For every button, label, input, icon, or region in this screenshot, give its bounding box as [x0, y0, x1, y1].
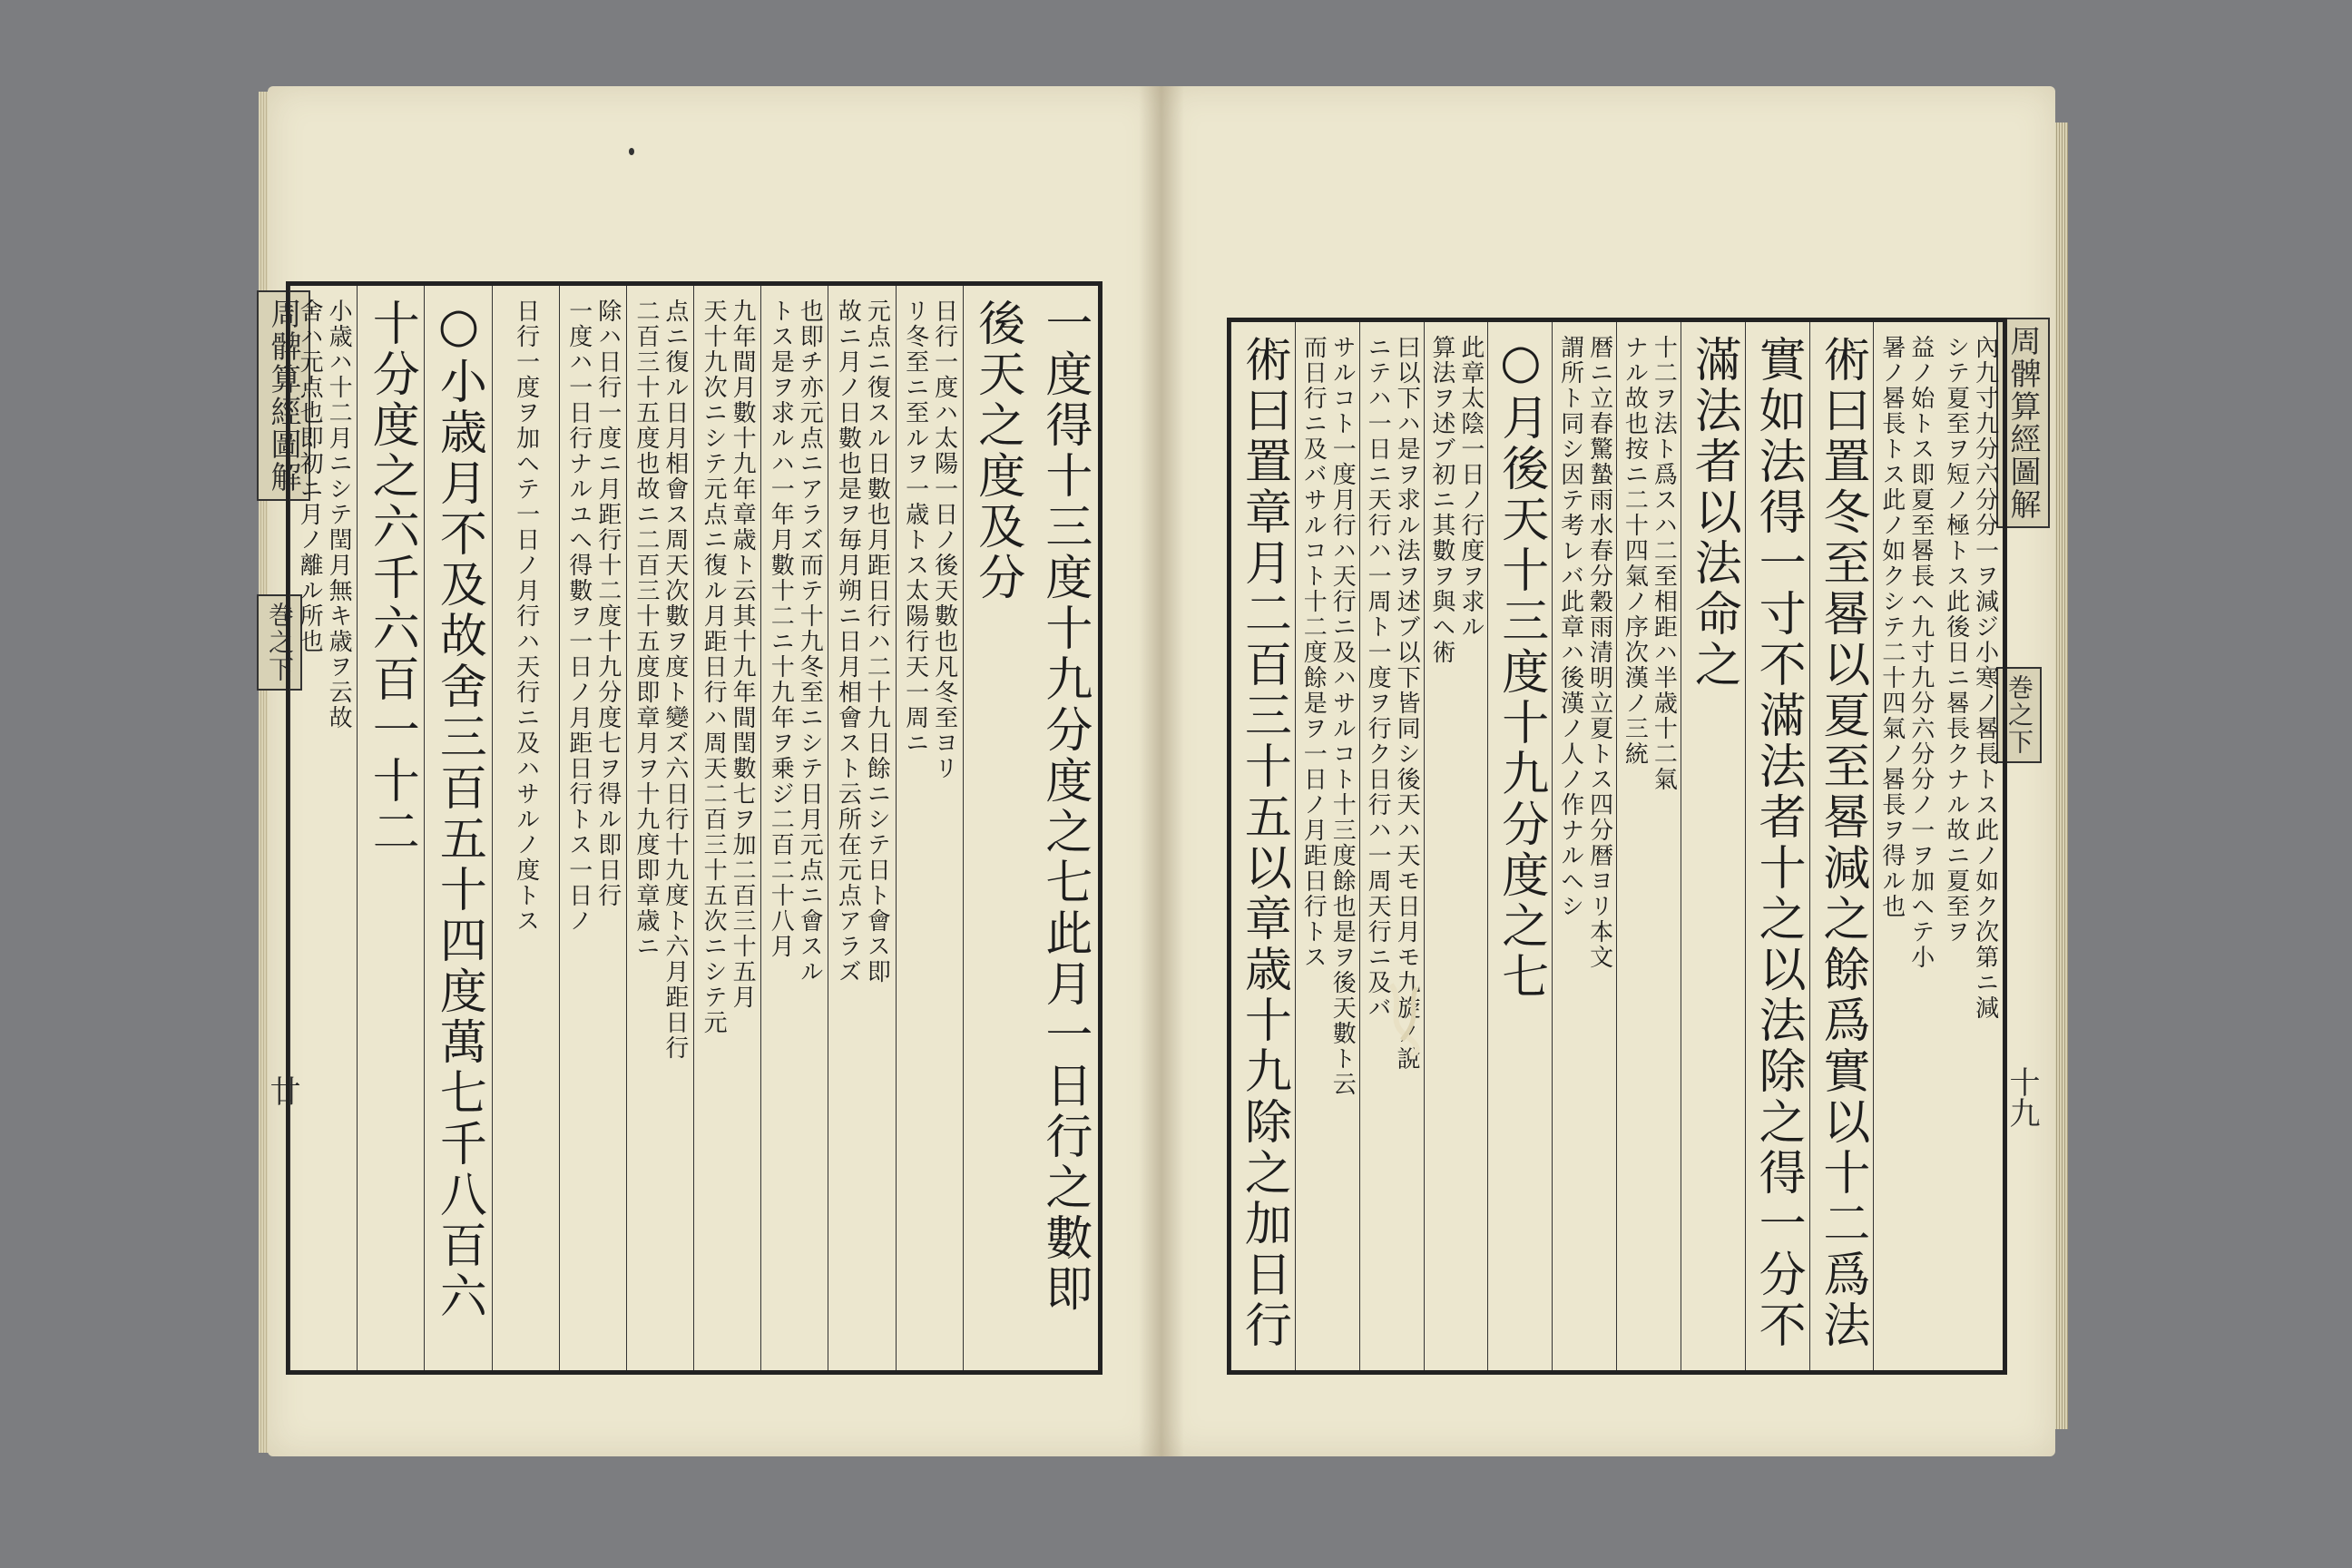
margin-title-right: 周髀算經圖解: [1996, 318, 2050, 528]
annotation-pair: [700, 286, 757, 1035]
text-column: [492, 286, 560, 1370]
annotation-line: 故ニ月ノ日數也是ヲ毎月朔ニ日月相會スト云所在元点アラズ: [834, 299, 862, 985]
annotation-line: 舍ハ元点也即初ニ月ノ離ル所也: [296, 299, 324, 654]
annotation-line: 一度ハ一日行ナルユヘ得數ヲ一日ノ月距日行トス一日ノ: [564, 299, 593, 934]
main-text-line: ○月後天十三度十九分度之七: [1493, 335, 1548, 1003]
annotation-pair: [1556, 322, 1613, 970]
text-column: [1616, 322, 1681, 1370]
text-column: [1745, 322, 1810, 1370]
annotation-line: ナル故也按ニ二十四氣ノ序次漢ノ三統: [1621, 335, 1649, 767]
page-number-left: 廿: [264, 1075, 300, 1106]
text-column: [828, 286, 896, 1370]
text-column: [1424, 322, 1489, 1370]
annotation-line: 算法ヲ述ブ初ニ其數ヲ與ヘ術: [1427, 335, 1455, 665]
text-column: [896, 286, 964, 1370]
text-column: [1359, 322, 1425, 1370]
annotation-line: 內九寸九分六分分一ヲ減ジ小寒ノ晷長トス此ノ如ク次第ニ減: [1971, 335, 1999, 1021]
main-text-line: 術曰置章月二百三十五以章歳十九除之加日行: [1236, 335, 1291, 1351]
annotation-line: 曰以下ハ是ヲ求ル法ヲ述ブ以下皆同シ後天ハ天モ日月モ九旋ノ說: [1393, 335, 1421, 1072]
annotation-pair: [1427, 322, 1485, 665]
annotation-line: リ冬至ニ至ルヲ一歳トス太陽行天一周ニ: [901, 299, 929, 756]
text-column: [1552, 322, 1617, 1370]
page-number-right: 十九: [2004, 1066, 2040, 1128]
annotation-line: 日行一度ハ太陽一日ノ後天數也凡冬至ヨリ: [930, 299, 958, 781]
annotation-line: 日行一度ヲ加ヘテ一日ノ月行ハ天行ニ及ハサルノ度トス: [512, 299, 540, 934]
main-text-line: 滿法者以法命之: [1686, 335, 1741, 691]
annotation-line: 此章太陰一日ノ行度ヲ求ル: [1456, 335, 1485, 640]
main-text-line: 一度得十三度十九分度之七此月一日行之數即: [1036, 299, 1092, 1315]
margin-volume-left: 巻之下: [257, 594, 302, 691]
annotation-line: シテ夏至ヲ短ノ極トス此後日ニ晷長クナル故ニ夏至ヲ: [1942, 335, 1970, 945]
annotation-line: 十二ヲ法ト爲スハ二至相距ハ半歳十二氣: [1650, 335, 1678, 792]
annotation-line: 而日行ニ及バサルコト十二度餘是ヲ一日ノ月距日行トス: [1299, 335, 1328, 970]
annotation-line: 小歳ハ十二月ニシテ閏月無キ歳ヲ云故: [325, 299, 353, 730]
text-column: [1938, 322, 2003, 1370]
annotation-line: 天十九次ニシテ元点ニ復ル月距日行ハ周天二百三十五次ニシテ元: [700, 299, 728, 1035]
text-column: [760, 286, 828, 1370]
annotation-pair: [634, 286, 687, 1061]
annotation-pair: [1621, 322, 1678, 792]
main-text-line: ○小歳月不及故舍三百五十四度萬七千八百六: [431, 299, 486, 1322]
annotation-pair: [901, 286, 958, 781]
margin-volume-right: 巻之下: [1996, 667, 2042, 763]
text-column: [1681, 322, 1746, 1370]
text-frame-left: [286, 281, 1102, 1375]
text-column: [1031, 286, 1098, 1370]
annotation-line: 除ハ日行一度ニ月距行十二度十九分度七ヲ得ル即日行: [593, 299, 622, 908]
text-column: [693, 286, 761, 1370]
text-column: [1230, 322, 1296, 1370]
main-text-line: 術曰置冬至晷以夏至晷減之餘爲實以十二爲法: [1814, 335, 1869, 1351]
annotation-line: 九年間月數十九年章歳ト云其十九年間閏數七ヲ加二百三十五月: [729, 299, 757, 1010]
main-text-line: 後天之度及分: [969, 299, 1024, 603]
annotation-pair: [1299, 322, 1357, 1097]
annotation-pair: [514, 286, 538, 934]
annotation-pair: [296, 286, 353, 730]
annotation-pair: [1364, 322, 1421, 1072]
open-book: [264, 86, 2055, 1456]
annotation-line: 謂所ト同シ因テ考レバ此章ハ後漢ノ人ノ作ナルヘシ: [1556, 335, 1584, 919]
annotation-line: サルコト一度月行ハ天行ニ及ハサルコト十三度餘也是ヲ後天數ト云: [1328, 335, 1357, 1097]
text-column: [1809, 322, 1875, 1370]
annotation-line: トス是ヲ求ルハ一年月數十二ニ十九年ヲ乗ジ二百二十八月: [767, 299, 795, 959]
annotation-pair: [834, 286, 891, 985]
text-column: [1487, 322, 1553, 1370]
text-column: [963, 286, 1031, 1370]
text-frame-right: [1227, 318, 2007, 1375]
text-column: [1295, 322, 1360, 1370]
main-text-line: 實如法得一寸不滿法者十之以法除之得一分不: [1750, 335, 1806, 1351]
text-column: [559, 286, 627, 1370]
annotation-line: 益ノ始トス即夏至晷長ヘ九寸九分六分分ノ一ヲ加ヘテ小: [1906, 335, 1935, 970]
main-text-line: 十分度之六千六百一十二: [364, 299, 419, 858]
annotation-line: 暑ノ晷長トス此ノ如クシテ二十四氣ノ晷長ヲ得ル也: [1877, 335, 1906, 919]
annotation-line: 也即チ亦元点ニアラズ而テ十九冬至ニシテ日月元点ニ會スル: [796, 299, 824, 985]
annotation-pair: [1942, 322, 1999, 1021]
annotation-line: ニテハ一日ニ天行ハ一周ト一度ヲ行ク日行ハ一周天行ニ及バ: [1364, 335, 1392, 1021]
binding-thread: [1382, 980, 1427, 1057]
annotation-pair: [564, 286, 622, 934]
text-column: [1873, 322, 1938, 1370]
text-column: [357, 286, 425, 1370]
annotation-pair: [767, 286, 824, 985]
left-page: [264, 86, 1161, 1456]
annotation-line: 暦ニ立春驚蟄雨水春分穀雨清明立夏トス四分暦ヨリ本文: [1585, 335, 1613, 970]
text-column: [626, 286, 694, 1370]
ink-spot: [629, 148, 634, 155]
annotation-line: 点ニ復ル日月相會ス周天次數ヲ度ト變ズ六日行十九度ト六月距日行: [661, 299, 689, 1061]
annotation-line: 元点ニ復スル日數也月距日行ハ二十九日餘ニシテ日ト會ス即: [863, 299, 891, 985]
margin-title-left: 周髀算經圖解: [257, 290, 310, 501]
text-column: [424, 286, 492, 1370]
annotation-line: 二百三十五度也故ニ二百三十五度即章月ヲ十九度即章歳ニ: [632, 299, 660, 959]
book-gutter: [1139, 86, 1184, 1456]
annotation-pair: [1877, 322, 1935, 970]
text-column: [289, 286, 358, 1370]
